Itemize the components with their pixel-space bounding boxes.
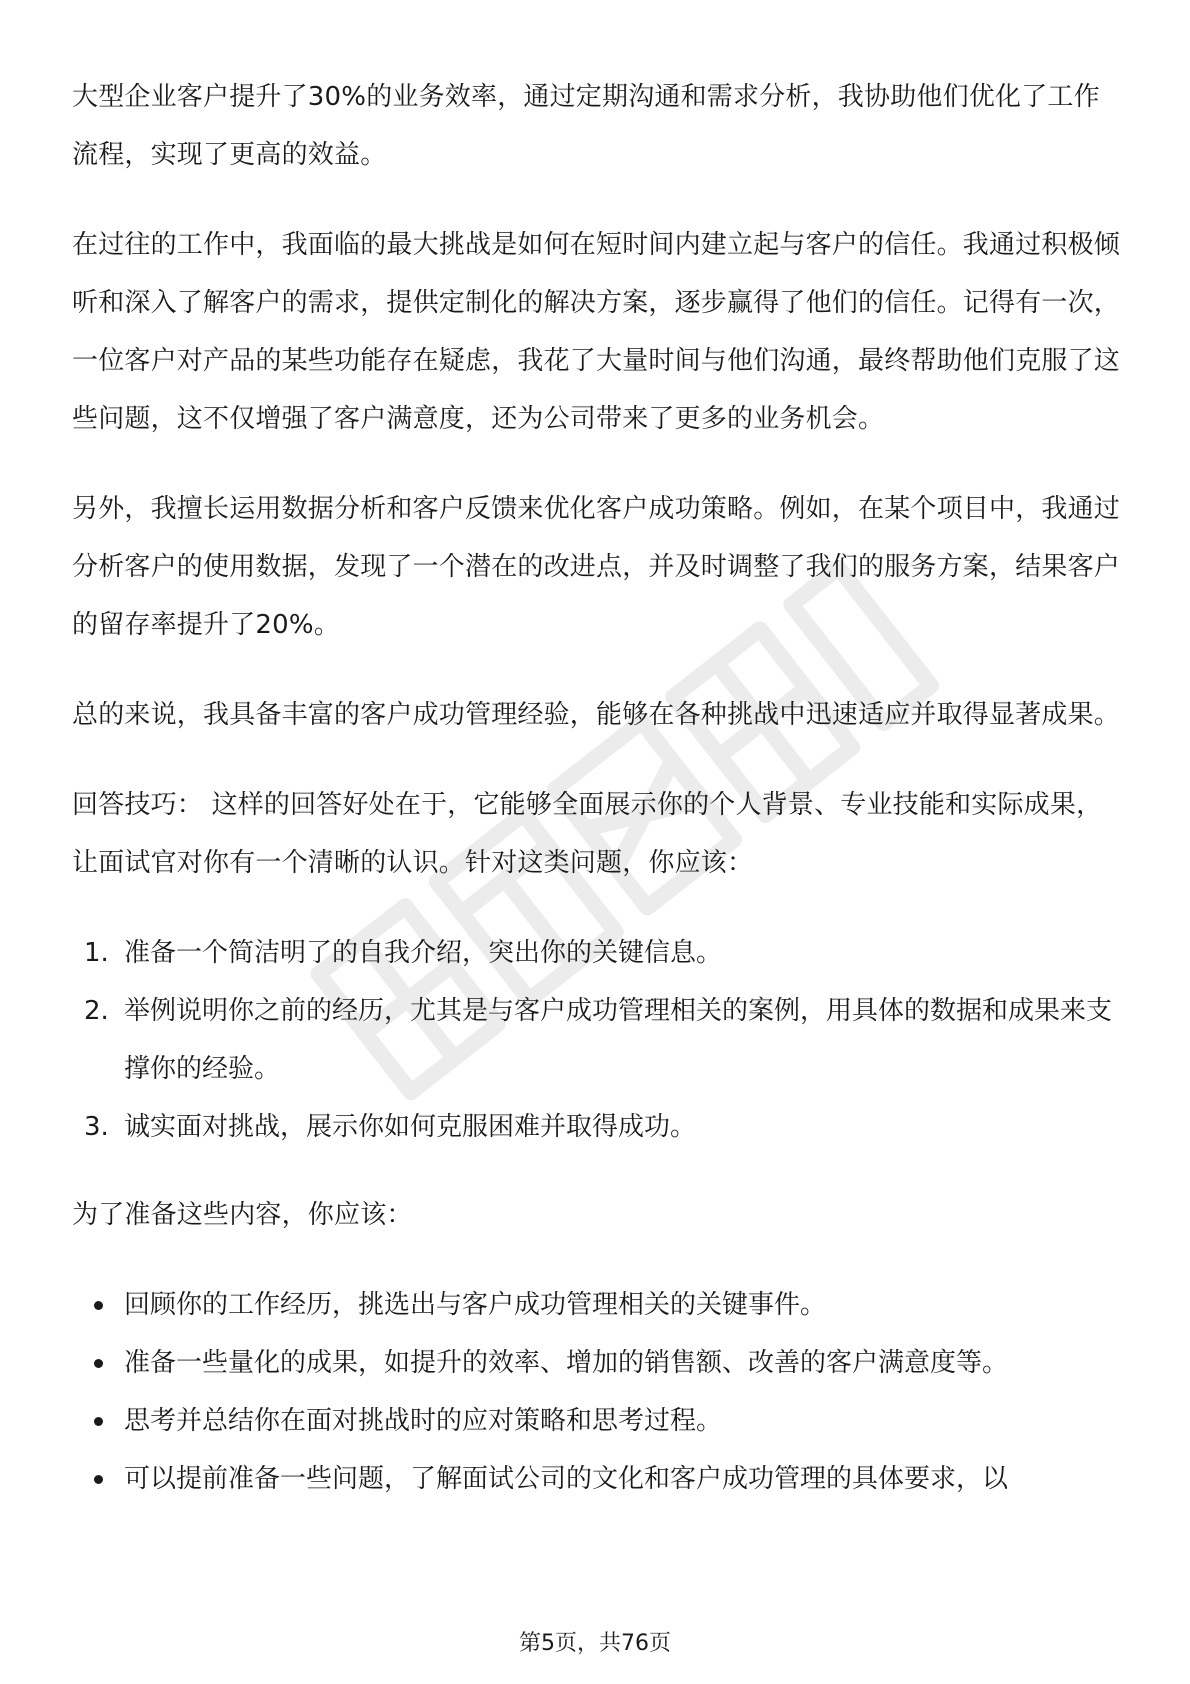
list-item [72,1276,1122,1334]
list-item-text: 准备一些量化的成果，如提升的效率、增加的销售额、改善的客户满意度等。 [124,1348,1009,1378]
paragraph-data-analysis: 另外，我擅长运用数据分析和客户反馈来优化客户成功策略。例如，在某个项目中，我通过分析客户的使用数据，发现了一个潜在的改进点，并及时调整了我们的服务方案，结果客户的留存率提升了20%。 [72,494,1121,640]
bullet-icon [94,1475,103,1484]
paragraph-prep-intro: 为了准备这些内容，你应该： [72,1200,413,1230]
list-item-text: 诚实面对挑战，展示你如何克服困难并取得成功。 [124,1112,697,1142]
list-number: 2. [84,996,109,1026]
paragraph-answer-tips: 回答技巧： 这样的回答好处在于，它能够全面展示你的个人背景、专业技能和实际成果，让面试官对你有一个清晰的认识。针对这类问题，你应该： [72,790,1103,878]
list-item-text: 准备一个简洁明了的自我介绍，突出你的关键信息。 [124,938,723,968]
list-item [72,1392,1122,1450]
list-item-text: 举例说明你之前的经历，尤其是与客户成功管理相关的案例，用具体的数据和成果来支撑你的经验。 [124,996,1113,1084]
paragraph-summary: 总的来说，我具备丰富的客户成功管理经验，能够在各种挑战中迅速适应并取得显著成果。 [72,700,1121,730]
bullet-icon [94,1417,103,1426]
tips-ordered-list [72,924,1122,1156]
paragraph-efficiency: 大型企业客户提升了30%的业务效率，通过定期沟通和需求分析，我协助他们优化了工作流程，实现了更高的效益。 [72,82,1100,170]
list-item-text: 可以提前准备一些问题，了解面试公司的文化和客户成功管理的具体要求，以 [124,1464,1009,1494]
list-item-text: 回顾你的工作经历，挑选出与客户成功管理相关的关键事件。 [124,1290,827,1320]
list-item [72,924,1122,982]
list-item [72,1098,1122,1156]
paragraph-challenge: 在过往的工作中，我面临的最大挑战是如何在短时间内建立起与客户的信任。我通过积极倾听和深入了解客户的需求，提供定制化的解决方案，逐步赢得了他们的信任。记得有一次，一位客户对产品的某些功能存在疑虑，我花了大量时间与他们沟通，最终帮助他们克服了这些问题，这不仅增强了客户满意度，还为公司带来了更多的业务机会。 [72,230,1121,434]
list-item-text: 思考并总结你在面对挑战时的应对策略和思考过程。 [124,1406,723,1436]
list-item [72,1450,1122,1508]
page-content [72,68,1122,1538]
prep-bullet-list [72,1276,1122,1508]
bullet-icon [94,1301,103,1310]
page-footer: 第5页，共76页 [519,1631,671,1656]
list-item [72,982,1122,1098]
bullet-icon [94,1359,103,1368]
list-number: 3. [84,1112,109,1142]
list-item [72,1334,1122,1392]
list-number: 1. [84,938,109,968]
